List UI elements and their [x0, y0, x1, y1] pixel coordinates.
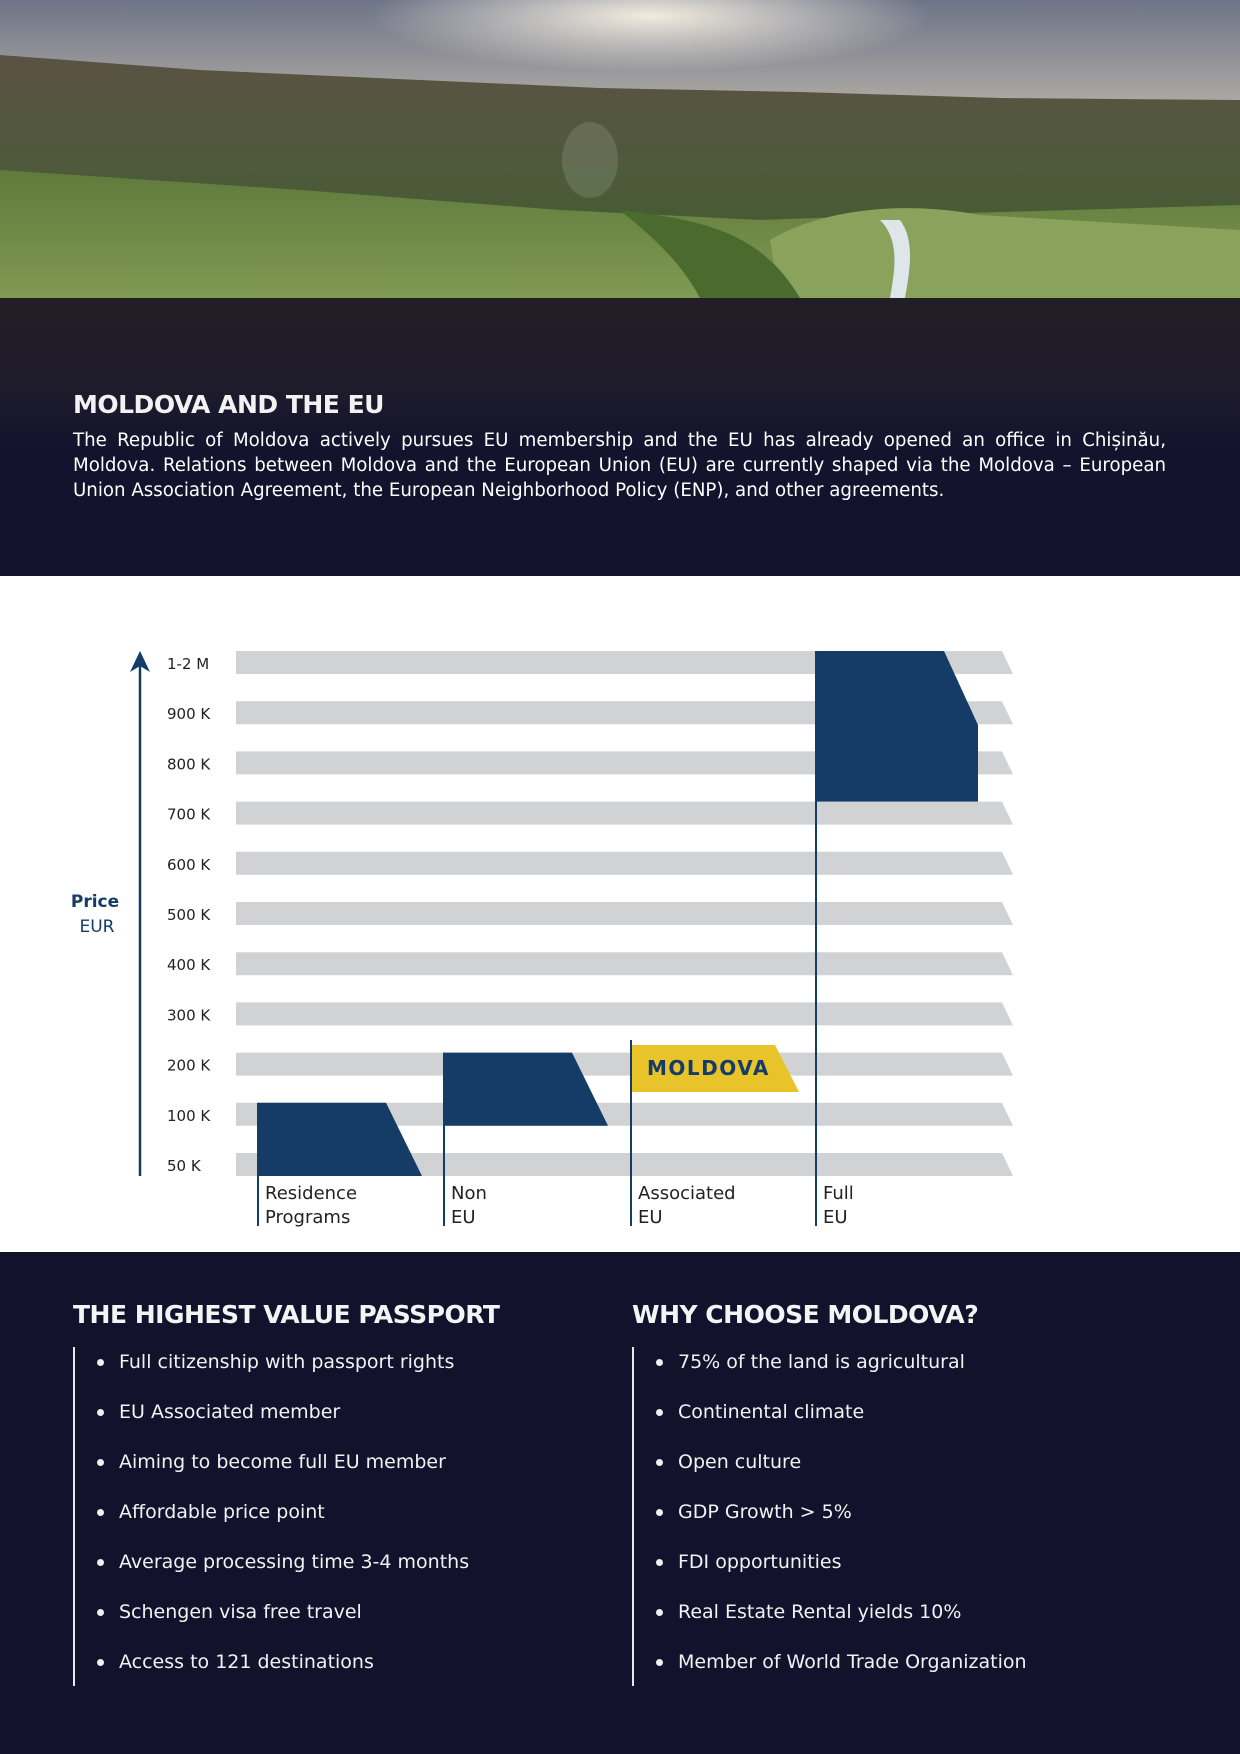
list-item: 75% of the land is agricultural	[634, 1351, 1192, 1401]
list-item: Open culture	[634, 1451, 1192, 1501]
list-item: GDP Growth > 5%	[634, 1501, 1192, 1551]
intro-body: The Republic of Moldova actively pursues EU membership and the EU has already opened an office in Chișinău, Moldova. Relations between Moldova and the European Union (EU) are currently shaped via the Moldova – European Union Association Agreement, the European Neighborhood Policy (ENP), and other agreements.	[73, 430, 1166, 501]
grid-band	[236, 1053, 1013, 1076]
category-label	[265, 1182, 357, 1230]
category-label-line1: Non	[451, 1183, 487, 1204]
grid-band	[236, 852, 1013, 875]
y-tick-label: 100 K	[167, 1106, 211, 1125]
y-tick-label: 300 K	[167, 1006, 211, 1025]
passport-title: THE HIGHEST VALUE PASSPORT	[73, 1300, 500, 1329]
moldova-label: MOLDOVA	[647, 1056, 770, 1080]
category-label	[451, 1182, 487, 1230]
why-moldova-list	[632, 1347, 1192, 1686]
benefits-section	[0, 1252, 1240, 1754]
y-tick-label: 700 K	[167, 805, 211, 824]
price-range-bar	[816, 651, 978, 802]
y-axis-label-price: Price	[70, 892, 120, 912]
y-tick-label: 50 K	[167, 1157, 201, 1175]
y-axis-label-eur: EUR	[79, 917, 115, 937]
why-moldova-title: WHY CHOOSE MOLDOVA?	[632, 1300, 979, 1329]
category-label-line1: Residence	[265, 1183, 358, 1204]
category-label-line2: EU	[638, 1207, 663, 1228]
grid-band	[236, 802, 1013, 825]
list-item: EU Associated member	[75, 1401, 573, 1451]
list-item: FDI opportunities	[634, 1551, 1192, 1601]
category-label-line2: EU	[823, 1207, 848, 1228]
price-chart-section	[0, 576, 1240, 1252]
list-item: Schengen visa free travel	[75, 1601, 573, 1651]
y-tick-label: 900 K	[167, 705, 211, 724]
hero-landscape-image	[0, 0, 1240, 298]
y-tick-label: 1-2 M	[167, 655, 210, 673]
grid-band	[236, 902, 1013, 925]
y-tick-label: 800 K	[167, 755, 211, 774]
passport-column	[73, 1300, 573, 1686]
y-tick-label: 600 K	[167, 855, 211, 874]
list-item: Full citizenship with passport rights	[75, 1351, 573, 1401]
category-label	[823, 1182, 854, 1230]
y-tick-label: 400 K	[167, 956, 211, 975]
y-tick-label: 200 K	[167, 1056, 211, 1075]
list-item: Access to 121 destinations	[75, 1651, 573, 1701]
grid-band	[236, 1002, 1013, 1025]
intro-title: MOLDOVA AND THE EU	[73, 390, 384, 419]
list-item: Aiming to become full EU member	[75, 1451, 573, 1501]
list-item: Real Estate Rental yields 10%	[634, 1601, 1192, 1651]
category-label-line2: EU	[451, 1207, 476, 1228]
why-moldova-column	[632, 1300, 1192, 1686]
list-item: Average processing time 3-4 months	[75, 1551, 573, 1601]
category-label-line1: Associated	[638, 1183, 736, 1204]
passport-list	[73, 1347, 573, 1686]
list-item: Affordable price point	[75, 1501, 573, 1551]
list-item: Member of World Trade Organization	[634, 1651, 1192, 1701]
grid-band	[236, 952, 1013, 975]
price-chart	[0, 576, 1240, 1252]
list-item: Continental climate	[634, 1401, 1192, 1451]
category-label	[638, 1182, 736, 1230]
category-label-line1: Full	[823, 1183, 854, 1204]
intro-section	[0, 298, 1240, 576]
category-label-line2: Programs	[265, 1207, 351, 1228]
y-tick-label: 500 K	[167, 906, 211, 924]
